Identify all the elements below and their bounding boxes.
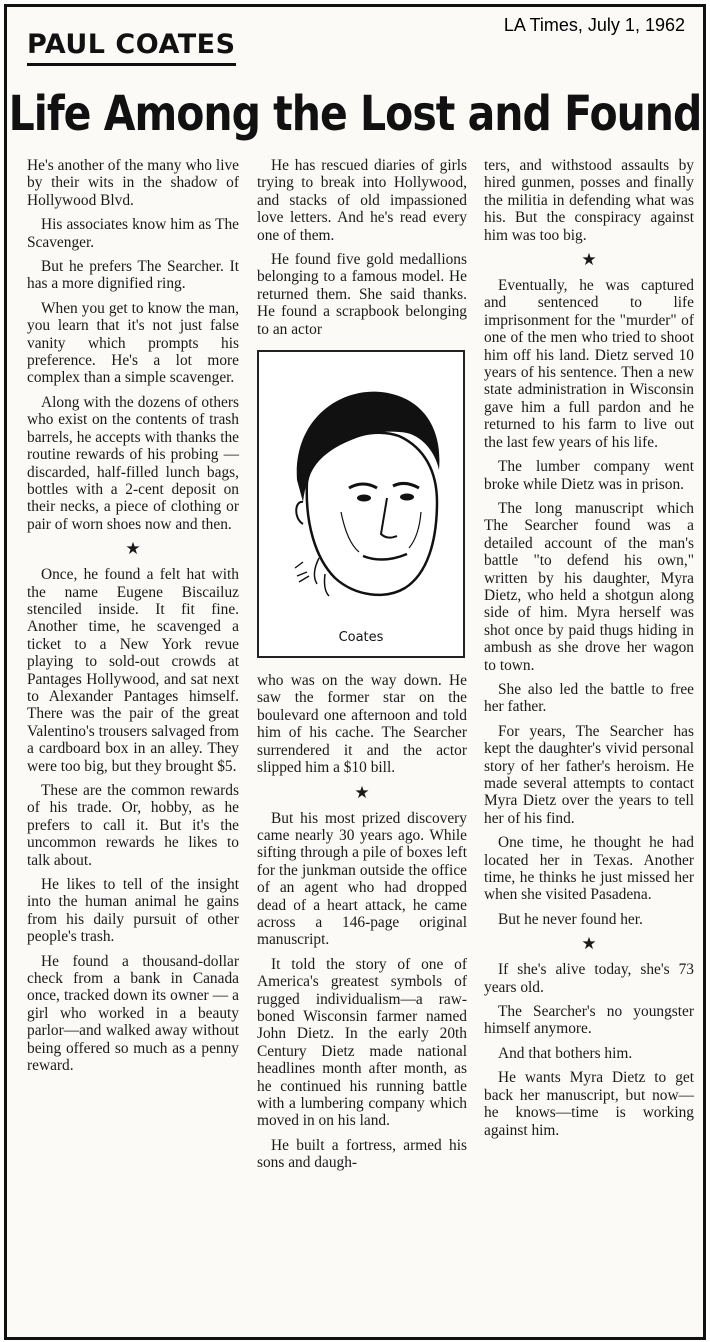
paragraph: It told the story of one of America's greatest symbols of rugged individualism—a raw-boned Wisconsin farmer named John Dietz. In the early 20th Century Dietz made national headlines month after month, as he continued his running battle with a lumbering company which moved in on his land. bbox=[257, 955, 467, 1130]
column-3 bbox=[484, 157, 694, 1146]
column-1 bbox=[27, 157, 239, 1082]
paragraph: But he prefers The Searcher. It has a more dignified ring. bbox=[27, 258, 239, 293]
star-separator: ★ bbox=[125, 539, 141, 559]
paragraph: He found five gold medallions belonging to a famous model. He returned them. She said thanks. He found a scrapbook belonging to an actor bbox=[257, 251, 467, 338]
photo-caption: Coates bbox=[338, 629, 384, 645]
paragraph: He wants Myra Dietz to get back her manuscript, but now—he knows—time is working against him. bbox=[484, 1069, 694, 1139]
paragraph: He has rescued diaries of girls trying to break into Hollywood, and stacks of old impassioned love letters. And he's read every one of them. bbox=[257, 157, 467, 244]
paragraph: But his most prized discovery came nearly 30 years ago. While sifting through a pile of boxes left for the junkman outside the office of an agent who had dropped dead of a heart attack, he came across a 146-page original manuscript. bbox=[257, 809, 467, 949]
paragraph: One time, he thought he had located her in Texas. Another time, he thinks he just missed her when she visited Pasadena. bbox=[484, 834, 694, 904]
portrait-photo bbox=[257, 350, 465, 658]
source-label: LA Times, July 1, 1962 bbox=[503, 15, 685, 35]
paragraph: He's another of the many who live by their wits in the shadow of Hollywood Blvd. bbox=[27, 157, 239, 209]
paragraph: who was on the way down. He saw the former star on the boulevard one afternoon and told him of his cache. The Searcher surrendered it and the actor slipped him a $10 bill. bbox=[257, 672, 467, 777]
paragraph: For years, The Searcher has kept the daughter's vivid personal story of her father's heroism. He made several attempts to contact Myra Dietz over the years to tell her of his find. bbox=[484, 722, 694, 827]
star-separator: ★ bbox=[581, 934, 597, 954]
paragraph: But he never found her. bbox=[498, 910, 643, 928]
star-separator: ★ bbox=[581, 250, 597, 270]
paragraph: He built a fortress, armed his sons and daugh- bbox=[257, 1136, 467, 1172]
paragraph: And that bothers him. bbox=[498, 1044, 633, 1062]
paragraph: He found a thousand-dollar check from a bank in Canada once, tracked down its owner — a girl who worked in a beauty parlor—and walked away without being offered so much as a penny reward. bbox=[27, 952, 239, 1075]
paragraph: When you get to know the man, you learn that it's not just false vanity which prompts his preference. He's a lot more complex than a simple scavenger. bbox=[27, 299, 239, 387]
paragraph: Eventually, he was captured and sentenced to life imprisonment for the "murder" of one of the men who tried to shoot him off his land. Dietz served 10 years of his sentence. Then a new state administration in Wisconsin gave him a full pardon and he returned to his farm to live out the last few years of his life. bbox=[484, 277, 694, 451]
paragraph: Along with the dozens of others who exist on the contents of trash barrels, he accepts with thanks the routine rewards of his probing — discarded, half-filled lunch bags, bottles with a 2-cent deposit on their necks, a piece of clothing or pair of worn shoes now and then. bbox=[27, 393, 239, 533]
paragraph: The Searcher's no youngster himself anymore. bbox=[484, 1003, 694, 1038]
paragraph: She also led the battle to free her father. bbox=[484, 680, 694, 716]
paragraph: ters, and withstood assaults by hired gunmen, posses and finally the militia in defending what was his. But the conspiracy against him was too big. bbox=[484, 157, 694, 244]
column-2 bbox=[257, 157, 467, 1179]
paragraph: The long manuscript which The Searcher found was a detailed account of the man's battle "to defend his own," written by his daughter, Myra Dietz, who held a shotgun along side of him. Myra herself was shot once by paid thugs hiding in ambush as she drove her wagon to town. bbox=[484, 499, 694, 674]
paragraph: Once, he found a felt hat with the name Eugene Biscailuz stenciled inside. It fit fine. Another time, he scavenged a ticket to a New York revue playing to sold-out crowds at Pantages Hollywood, and sat next to Alexander Pantages himself. There was the pair of the great Valentino's trousers salvaged from a cardboard box in an alley. They were too big, but they brought $5. bbox=[27, 566, 239, 775]
headline: Life Among the Lost and Found bbox=[8, 85, 702, 142]
portrait-sketch-icon bbox=[259, 352, 463, 656]
clipping-frame bbox=[4, 4, 706, 1340]
paragraph: If she's alive today, she's 73 years old. bbox=[484, 961, 694, 996]
star-separator: ★ bbox=[354, 782, 370, 802]
paragraph: He likes to tell of the insight into the human animal he gains from his daily pursuit of other people's trash. bbox=[27, 876, 239, 946]
columnist-byline: PAUL COATES bbox=[27, 29, 236, 66]
paragraph: These are the common rewards of his trade. Or, hobby, as he prefers to call it. But it's the uncommon rewards he likes to talk about. bbox=[27, 782, 239, 869]
paragraph: The lumber company went broke while Dietz was in prison. bbox=[484, 458, 694, 493]
paragraph: His associates know him as The Scavenger. bbox=[27, 216, 239, 251]
